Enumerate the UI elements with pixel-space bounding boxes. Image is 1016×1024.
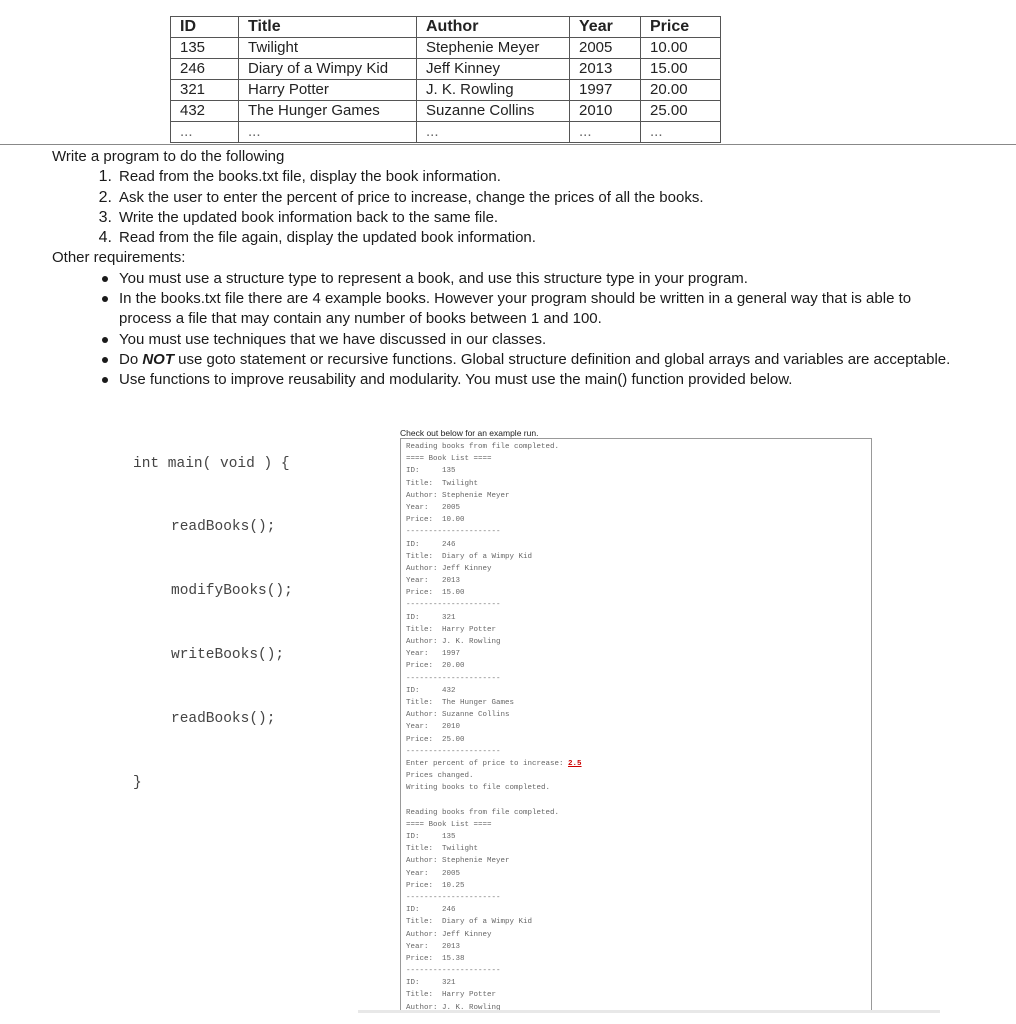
cell-id: 432 xyxy=(171,101,239,122)
step-text: Read from the books.txt file, display the book information. xyxy=(119,168,501,186)
console-line: Year: 2010 xyxy=(406,723,461,732)
column-header-year: Year xyxy=(570,17,641,38)
step-text: Write the updated book information back to the same file. xyxy=(119,208,499,226)
code-line-call: readBooks(); xyxy=(171,519,276,536)
console-prompt-text: Enter percent of price to increase: xyxy=(406,759,569,768)
console-line: Author: Jeff Kinney xyxy=(406,930,492,939)
console-line: Author: J. K. Rowling xyxy=(406,638,501,646)
intro-text: Write a program to do the following xyxy=(52,148,285,165)
cell-id: 321 xyxy=(171,80,239,101)
requirement-emphasis: NOT xyxy=(142,350,175,368)
table-header-row xyxy=(171,17,721,38)
cell-price: ... xyxy=(641,122,721,143)
books-table-container xyxy=(170,16,730,144)
instructions xyxy=(52,147,952,391)
cell-title: ... xyxy=(239,122,417,143)
console-line: Price: 15.00 xyxy=(406,589,465,598)
cell-author: Suzanne Collins xyxy=(417,101,570,122)
console-line: Writing books to file completed. xyxy=(406,784,551,793)
console-line: --------------------- xyxy=(406,601,501,610)
list-item xyxy=(52,269,952,289)
other-requirements-heading: Other requirements: xyxy=(52,249,186,267)
console-line: ==== Book List ==== xyxy=(406,455,492,464)
cell-author: Jeff Kinney xyxy=(417,59,570,80)
code-line-call: writeBooks(); xyxy=(171,647,285,664)
cell-author: Stephenie Meyer xyxy=(417,38,570,59)
console-line: Price: 25.00 xyxy=(406,735,465,744)
column-header-id: ID xyxy=(171,17,239,38)
console-line: Author: Jeff Kinney xyxy=(406,564,492,573)
example-run-caption: Check out below for an example run. xyxy=(400,428,539,438)
list-item xyxy=(52,208,952,228)
step-number: 1. xyxy=(98,168,112,186)
code-line-call: modifyBooks(); xyxy=(171,583,293,600)
console-line: Title: Diary of a Wimpy Kid xyxy=(406,918,533,927)
console-line: Title: Diary of a Wimpy Kid xyxy=(406,552,533,561)
requirement-text: You must use a structure type to represent a book, and use this structure type in your program. xyxy=(119,269,748,287)
console-line: Price: 15.38 xyxy=(406,954,465,963)
cell-author: J. K. Rowling xyxy=(417,80,570,101)
list-item xyxy=(52,370,952,390)
console-line: Title: Twilight xyxy=(406,479,479,488)
console-line: ==== Book List ==== xyxy=(406,820,492,829)
code-line-call: readBooks(); xyxy=(171,711,276,728)
console-line xyxy=(406,794,871,806)
cell-year: 2010 xyxy=(570,101,641,122)
table-row xyxy=(171,101,721,122)
cell-id: 135 xyxy=(171,38,239,59)
bullet-icon xyxy=(102,377,108,383)
console-line: --------------------- xyxy=(406,674,501,683)
step-number: 2. xyxy=(98,188,112,206)
console-line: Reading books from file completed. xyxy=(406,443,560,451)
requirement-text: Use functions to improve reusability and modularity. You must use the main() function provided below. xyxy=(119,371,793,389)
cell-price: 15.00 xyxy=(641,59,721,80)
console-line: --------------------- xyxy=(406,893,501,902)
cell-title: Diary of a Wimpy Kid xyxy=(239,59,417,80)
console-line: Year: 2013 xyxy=(406,942,461,951)
cell-year: 2005 xyxy=(570,38,641,59)
list-item xyxy=(52,228,952,248)
cell-price: 10.00 xyxy=(641,38,721,59)
steps-list xyxy=(52,167,952,248)
bullet-icon xyxy=(102,296,108,302)
column-header-author: Author xyxy=(417,17,570,38)
console-line: ID: 135 xyxy=(406,833,456,841)
main-function-code xyxy=(133,411,293,816)
console-line: ID: 321 xyxy=(406,613,456,622)
table-row xyxy=(171,80,721,101)
step-text: Read from the file again, display the updated book information. xyxy=(119,229,536,247)
console-line: Year: 2005 xyxy=(406,503,461,512)
console-line: Year: 1997 xyxy=(406,650,461,659)
column-header-price: Price xyxy=(641,17,721,38)
books-table xyxy=(170,16,721,143)
table-row xyxy=(171,38,721,59)
console-line: Author: Stephenie Meyer xyxy=(406,491,510,500)
requirements-list xyxy=(52,269,952,391)
bullet-icon xyxy=(102,276,108,282)
console-line-prompt xyxy=(406,758,871,770)
console-line: Author: J. K. Rowling xyxy=(406,1003,501,1010)
console-line: Title: Harry Potter xyxy=(406,991,497,1000)
console-line: Year: 2013 xyxy=(406,577,461,586)
requirement-text: In the books.txt file there are 4 example books. However your program should be written in a general way that is able to process a file that may contain any number of books between 1 and 100. xyxy=(119,290,912,328)
cell-year: ... xyxy=(570,122,641,143)
cell-price: 20.00 xyxy=(641,80,721,101)
console-line: Author: Stephenie Meyer xyxy=(406,857,510,866)
cell-title: The Hunger Games xyxy=(239,101,417,122)
console-line: Title: Twilight xyxy=(406,845,479,854)
console-line: --------------------- xyxy=(406,528,501,537)
requirement-prefix: Do xyxy=(119,350,143,368)
list-item xyxy=(52,289,952,330)
cell-year: 1997 xyxy=(570,80,641,101)
table-row-ellipsis xyxy=(171,122,721,143)
console-line: Title: Harry Potter xyxy=(406,625,497,634)
console-line: Year: 2005 xyxy=(406,869,461,878)
console-line: Price: 20.00 xyxy=(406,662,465,671)
console-line: Author: Suzanne Collins xyxy=(406,711,510,720)
console-line: --------------------- xyxy=(406,747,501,756)
code-line-closing: } xyxy=(133,775,142,792)
step-number: 3. xyxy=(98,208,112,226)
horizontal-scrollbar[interactable] xyxy=(358,1010,940,1013)
list-item xyxy=(52,188,952,208)
console-line: Price: 10.25 xyxy=(406,881,465,890)
example-run-console xyxy=(400,438,872,1010)
bullet-icon xyxy=(102,337,108,343)
console-user-input: 2.5 xyxy=(568,759,582,768)
cell-id: 246 xyxy=(171,59,239,80)
console-line: ID: 246 xyxy=(406,906,456,915)
list-item xyxy=(52,167,952,187)
cell-price: 25.00 xyxy=(641,101,721,122)
console-line: Price: 10.00 xyxy=(406,516,465,525)
console-line: ID: 321 xyxy=(406,979,456,988)
section-divider xyxy=(0,144,1016,145)
step-text: Ask the user to enter the percent of price to increase, change the prices of all the books. xyxy=(119,188,704,206)
console-line: ID: 135 xyxy=(406,467,456,476)
console-line: Prices changed. xyxy=(406,772,474,781)
bullet-icon xyxy=(102,357,108,363)
cell-id: ... xyxy=(171,122,239,143)
step-number: 4. xyxy=(98,229,112,247)
requirement-text: use goto statement or recursive functions. Global structure definition and global arrays and variables are acceptable. xyxy=(174,350,951,368)
table-row xyxy=(171,59,721,80)
cell-title: Harry Potter xyxy=(239,80,417,101)
cell-year: 2013 xyxy=(570,59,641,80)
list-item xyxy=(52,330,952,350)
console-line: ID: 432 xyxy=(406,686,456,695)
console-line: Reading books from file completed. xyxy=(406,808,560,817)
console-line: Title: The Hunger Games xyxy=(406,698,515,707)
console-line: ID: 246 xyxy=(406,540,456,549)
cell-title: Twilight xyxy=(239,38,417,59)
column-header-title: Title xyxy=(239,17,417,38)
list-item xyxy=(52,350,952,370)
console-line: --------------------- xyxy=(406,967,501,976)
code-line-signature: int main( void ) { xyxy=(133,455,290,472)
cell-author: ... xyxy=(417,122,570,143)
requirement-text: You must use techniques that we have discussed in our classes. xyxy=(119,330,547,348)
